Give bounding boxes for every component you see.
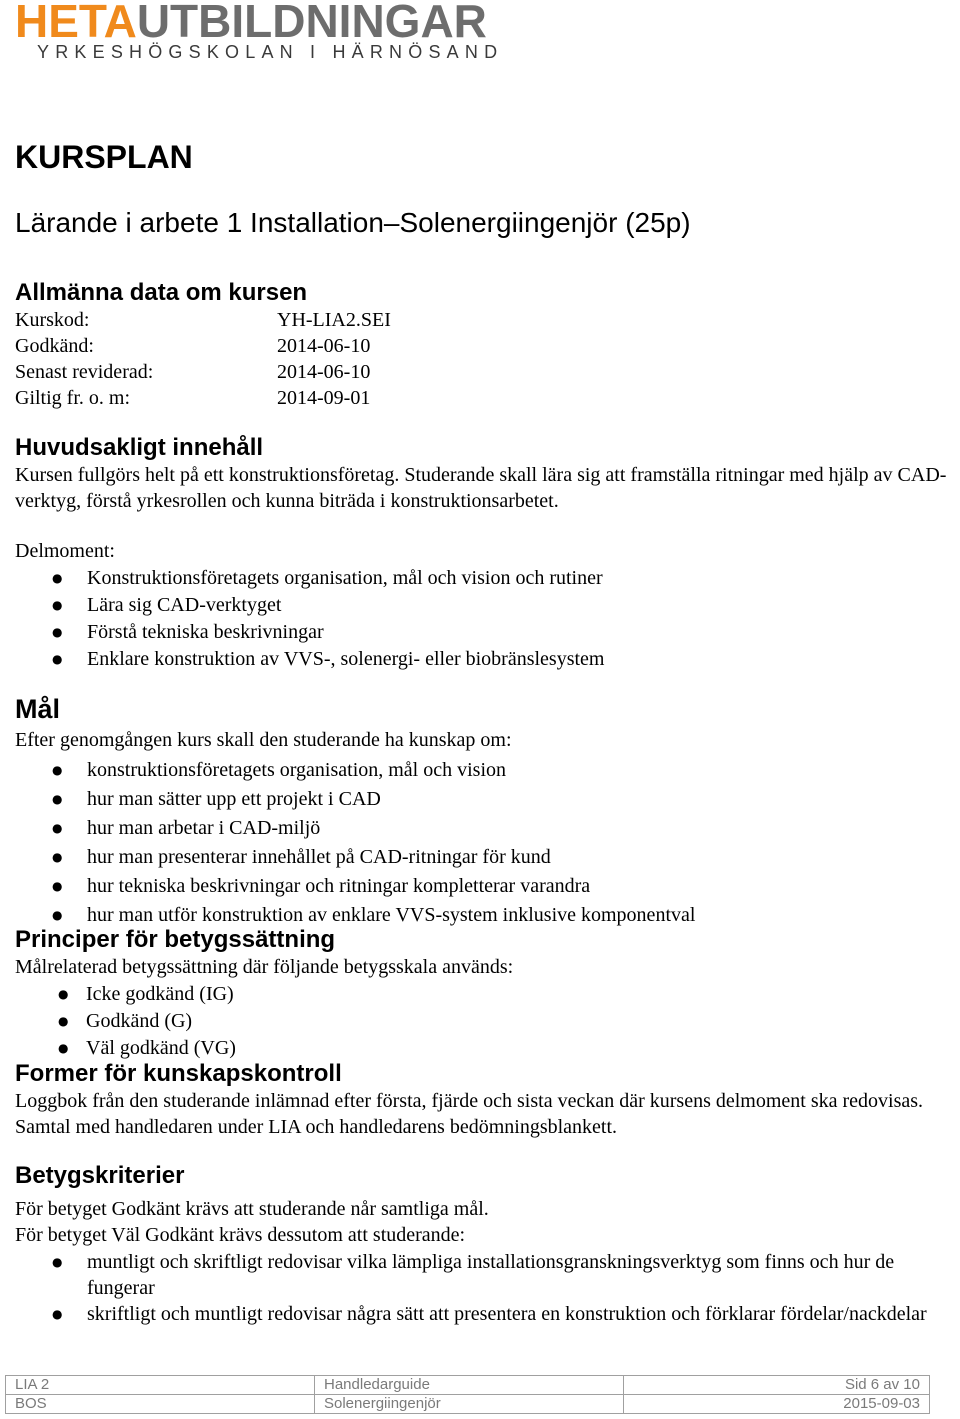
general-value: 2014-09-01: [277, 387, 371, 409]
list-item: ● skriftligt och muntligt redovisar några sätt att presentera en konstruktion och förklarar fördelar/nackdelar: [15, 1301, 955, 1327]
assessment-text: Loggbok från den studerande inlämnad efter första, fjärde och sista veckan där kursens delmoment ska redovisas. Samtal med handledaren under LIA och handledarens bedömningsblankett.: [15, 1090, 924, 1138]
list-item: ● Väl godkänd (VG): [15, 1035, 236, 1062]
logo-tagline: YRKESHÖGSKOLAN I HÄRNÖSAND: [37, 42, 504, 62]
logo: [15, 0, 504, 70]
list-item: ● Konstruktionsföretagets organisation, mål och vision och rutiner: [15, 565, 605, 592]
footer-doc-name: Handledarguide: [315, 1376, 624, 1395]
general-heading: Allmänna data om kursen: [15, 279, 308, 306]
goals-list-container: [15, 756, 695, 930]
list-item: ● hur man sätter upp ett projekt i CAD: [15, 785, 695, 814]
list-item: ● hur man arbetar i CAD-miljö: [15, 814, 695, 843]
list-item: ● hur man presenterar innehållet på CAD-ritningar för kund: [15, 843, 695, 872]
footer-date: 2015-09-03: [624, 1395, 930, 1414]
general-label: Senast reviderad:: [15, 361, 154, 383]
doc-type-heading: [15, 139, 193, 176]
footer-course: LIA 2: [6, 1376, 315, 1395]
grading-heading: Principer för betygssättning: [15, 926, 336, 953]
criteria-heading: Betygskriterier: [15, 1162, 185, 1189]
content-text: Kursen fullgörs helt på ett konstruktionsföretag. Studerande skall lära sig att framställa ritningar med hjälp av CAD-verktyg, förstå yrkesrollen och kunna biträda i konstruktionsarbetet.: [15, 464, 947, 512]
doc-type-text: KURSPLAN: [15, 139, 193, 175]
parts-label: Delmoment:: [15, 540, 115, 562]
goals-heading: Mål: [15, 694, 61, 724]
list-item: ● Lära sig CAD-verktyget: [15, 592, 605, 619]
assessment-heading: Former för kunskapskontroll: [15, 1060, 342, 1087]
general-row-revised: [15, 359, 391, 385]
list-item: ● konstruktionsföretagets organisation, mål och vision: [15, 756, 695, 785]
list-item: ● hur man utför konstruktion av enklare VVS-system inklusive komponentval: [15, 901, 695, 930]
list-item: ● Icke godkänd (IG): [15, 981, 236, 1008]
footer-code: BOS: [6, 1395, 315, 1414]
general-row-valid-from: [15, 385, 391, 411]
criteria-line-vg: För betyget Väl Godkänt krävs dessutom att studerande:: [15, 1224, 466, 1246]
list-item: ● Förstå tekniska beskrivningar: [15, 619, 605, 646]
footer-page-number: Sid 6 av 10: [624, 1376, 930, 1395]
list-item: ● Godkänd (G): [15, 1008, 236, 1035]
general-row-approved: [15, 333, 391, 359]
logo-brand-accent: HETA: [15, 0, 137, 47]
content-heading: Huvudsakligt innehåll: [15, 434, 264, 461]
grading-intro: Målrelaterad betygssättning där följande betygsskala används:: [15, 956, 514, 978]
criteria-list: [15, 1249, 955, 1327]
course-title: Lärande i arbete 1 Installation–Solenergiingenjör (25p): [15, 207, 691, 238]
list-item: ● Enklare konstruktion av VVS-, solenergi- eller biobränslesystem: [15, 646, 605, 673]
footer-program: Solenergiingenjör: [315, 1395, 624, 1414]
general-label: Kurskod:: [15, 309, 90, 331]
page-footer: [5, 1375, 930, 1414]
logo-brand-rest: UTBILDNINGAR: [136, 0, 487, 47]
goals-intro: Efter genomgången kurs skall den studerande ha kunskap om:: [15, 729, 512, 751]
criteria-list-container: [15, 1249, 955, 1327]
footer-row: [6, 1395, 930, 1414]
general-value: YH-LIA2.SEI: [277, 309, 391, 331]
parts-list-container: [15, 565, 605, 673]
goals-list: [15, 756, 695, 930]
general-label: Godkänd:: [15, 335, 94, 357]
grading-list-container: [15, 981, 236, 1062]
criteria-line-g: För betyget Godkänt krävs att studerande når samtliga mål.: [15, 1198, 489, 1220]
parts-list: [15, 565, 605, 673]
list-item: ● hur tekniska beskrivningar och ritningar kompletterar varandra: [15, 872, 695, 901]
logo-wordmark: [15, 0, 487, 48]
general-row-course-code: [15, 307, 391, 333]
footer-row: [6, 1376, 930, 1395]
list-item: ● muntligt och skriftligt redovisar vilka lämpliga installationsgranskningsverktyg som finns och hur de fungerar: [15, 1249, 955, 1301]
general-label: Giltig fr. o. m:: [15, 387, 130, 409]
grading-list: [15, 981, 236, 1062]
general-data-table: [15, 307, 391, 411]
general-value: 2014-06-10: [277, 335, 371, 357]
general-value: 2014-06-10: [277, 361, 371, 383]
